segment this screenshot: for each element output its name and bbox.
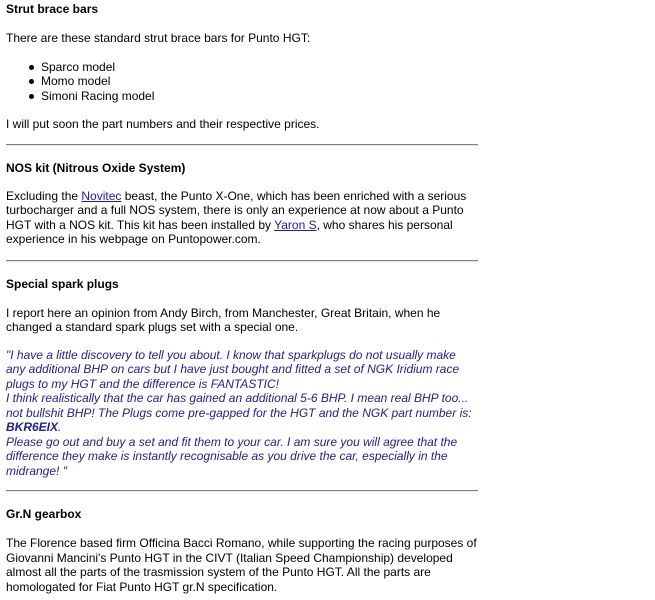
section-divider — [6, 144, 478, 146]
section-title-nos-kit: NOS kit (Nitrous Oxide System) — [6, 160, 186, 175]
nos-description — [6, 189, 478, 247]
nos-text-part: Excluding the — [6, 188, 82, 203]
quote-paragraph: Please go out and buy a set and fit them to your car. I am sure you will agree that the difference they make is instantly recognisable as you drive the car, especially in the midrange! " — [6, 434, 458, 478]
novitec-link[interactable]: Novitec — [81, 188, 122, 203]
spark-intro-text: I report here an opinion from Andy Birch, from Manchester, Great Britain, when he changed a standard spark plugs set with a special one. — [6, 305, 441, 334]
yaron-s-link[interactable]: Yaron S — [274, 217, 317, 232]
section-divider — [6, 260, 478, 262]
quote-text: I think realistically that the car has gained an additional 5-6 BHP. I mean real BHP too... not bullshit BHP! The Plugs come pre-gapped for the HGT and the NGK part number is: — [6, 391, 472, 420]
quote-paragraph — [6, 391, 478, 435]
list-item: Momo model — [41, 74, 478, 89]
section-title-strut-brace-bars: Strut brace bars — [6, 2, 99, 16]
section-title-spark-plugs: Special spark plugs — [6, 276, 119, 291]
list-item: Simoni Racing model — [41, 89, 478, 104]
quote-text: . — [58, 420, 62, 434]
strut-outro-text: I will put soon the part numbers and their respective prices. — [6, 117, 320, 131]
strut-models-list — [6, 60, 478, 104]
andy-birch-quote — [6, 348, 478, 479]
ngk-part-number: BKR6EIX — [6, 420, 59, 434]
section-title-grn-gearbox: Gr.N gearbox — [6, 507, 82, 521]
nos-text-part: , who shares his personal experience in his webpage on Puntopower.com. — [6, 217, 453, 246]
strut-intro-text: There are these standard strut brace bars for Punto HGT: — [6, 31, 311, 45]
section-divider — [6, 490, 478, 492]
nos-text-part: beast, the Punto X-One, which has been enriched with a serious turbocharger and a full NOS system, there is only an experience at now about a Punto HGT with a NOS kit. This kit has been installed by — [6, 188, 467, 232]
gearbox-description: The Florence based firm Officina Bacci Romano, while supporting the racing purposes of Giovanni Mancini's Punto HGT in the CIVT (Italian Speed Championship) developed almost all the parts of the trasmission system of the Punto HGT. All the parts are homologated for Fiat Punto HGT gr.N specification. — [6, 536, 477, 594]
list-item: Sparco model — [41, 60, 478, 75]
quote-paragraph: "I have a little discovery to tell you about. I know that sparkplugs do not usually make any additional BHP on cars but I have just bought and fitted a set of NGK Iridium race plugs to my HGT and the difference is FANTASTIC! — [6, 347, 460, 391]
